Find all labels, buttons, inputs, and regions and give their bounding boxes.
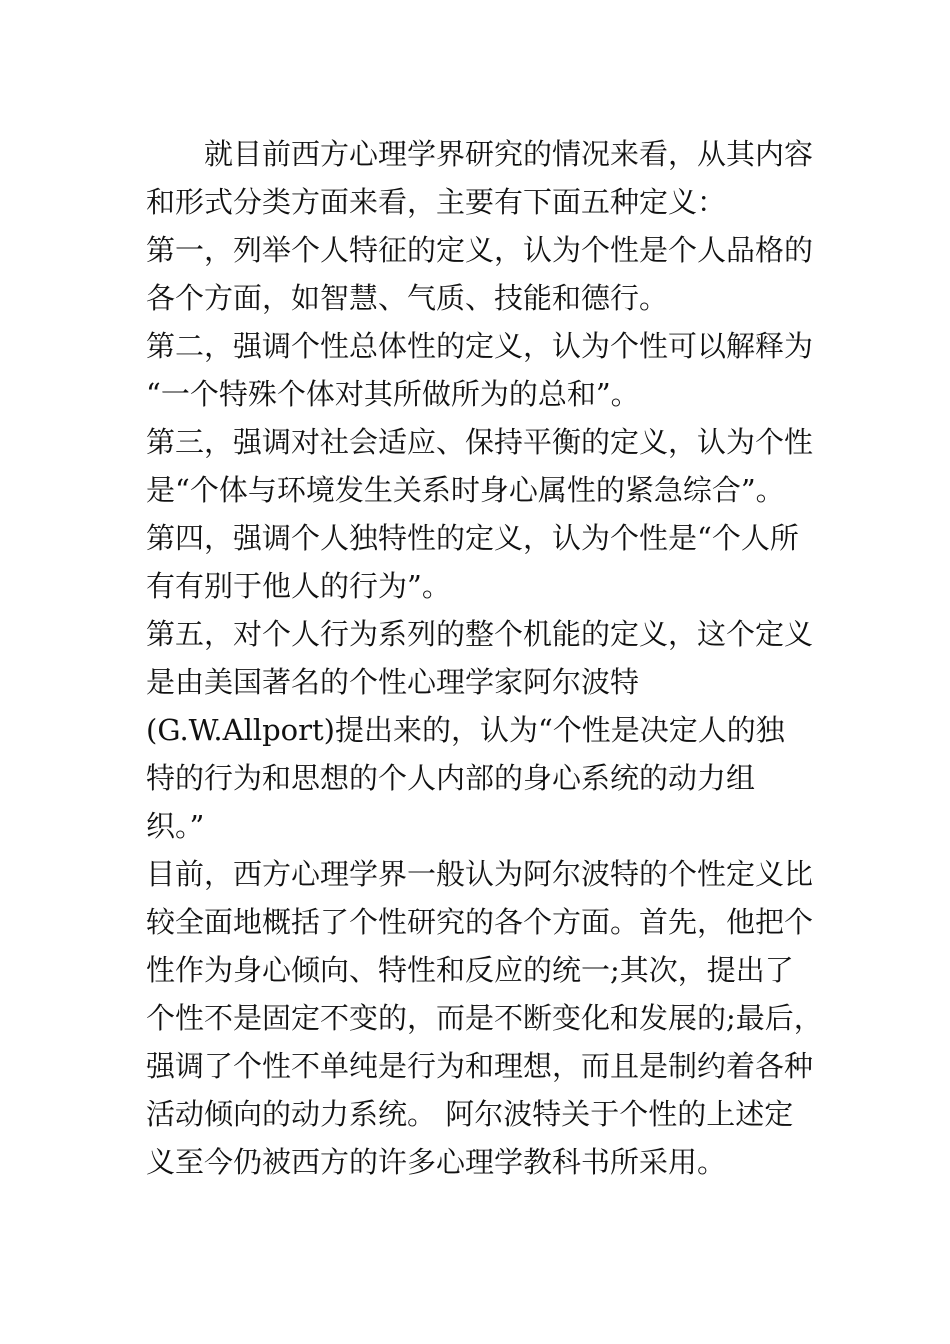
- text-line: 第四，强调个人独特性的定义，认为个性是“个人所: [146, 521, 799, 555]
- text-line: 有有别于他人的行为”。: [146, 569, 451, 603]
- text-line: 个性不是固定不变的，而是不断变化和发展的;最后，: [146, 1001, 823, 1035]
- text-line: 是“个体与环境发生关系时身心属性的紧急综合”。: [146, 473, 785, 507]
- text-line: 义至今仍被西方的许多心理学教科书所采用。: [146, 1145, 727, 1179]
- text-line: 目前，西方心理学界一般认为阿尔波特的个性定义比: [146, 857, 814, 891]
- text-line: 织。”: [146, 809, 205, 843]
- body-text: [146, 130, 826, 1186]
- text-line: 第五，对个人行为系列的整个机能的定义，这个定义: [146, 617, 814, 651]
- text-line: 特的行为和思想的个人内部的身心系统的动力组: [146, 761, 756, 795]
- text-line: 活动倾向的动力系统。 阿尔波特关于个性的上述定: [146, 1097, 794, 1131]
- text-line: 第三，强调对社会适应、保持平衡的定义，认为个性: [146, 425, 814, 459]
- text-line: “一个特殊个体对其所做所为的总和”。: [146, 377, 640, 411]
- text-line: 和形式分类方面来看，主要有下面五种定义：: [146, 185, 727, 219]
- text-line: 各个方面，如智慧、气质、技能和德行。: [146, 281, 669, 315]
- text-line: 是由美国著名的个性心理学家阿尔波特: [146, 665, 640, 699]
- text-line: 强调了个性不单纯是行为和理想，而且是制约着各种: [146, 1049, 814, 1083]
- text-line: 第一，列举个人特征的定义，认为个性是个人品格的: [146, 233, 814, 267]
- text-line: 第二，强调个性总体性的定义，认为个性可以解释为: [146, 329, 814, 363]
- text-line: (G.W.Allport)提出来的，认为“个性是决定人的独: [146, 713, 785, 747]
- text-line: 性作为身心倾向、特性和反应的统一;其次，提出了: [146, 953, 794, 987]
- text-line: 就目前西方心理学界研究的情况来看，从其内容: [204, 137, 814, 171]
- text-line: 较全面地概括了个性研究的各个方面。首先，他把个: [146, 905, 814, 939]
